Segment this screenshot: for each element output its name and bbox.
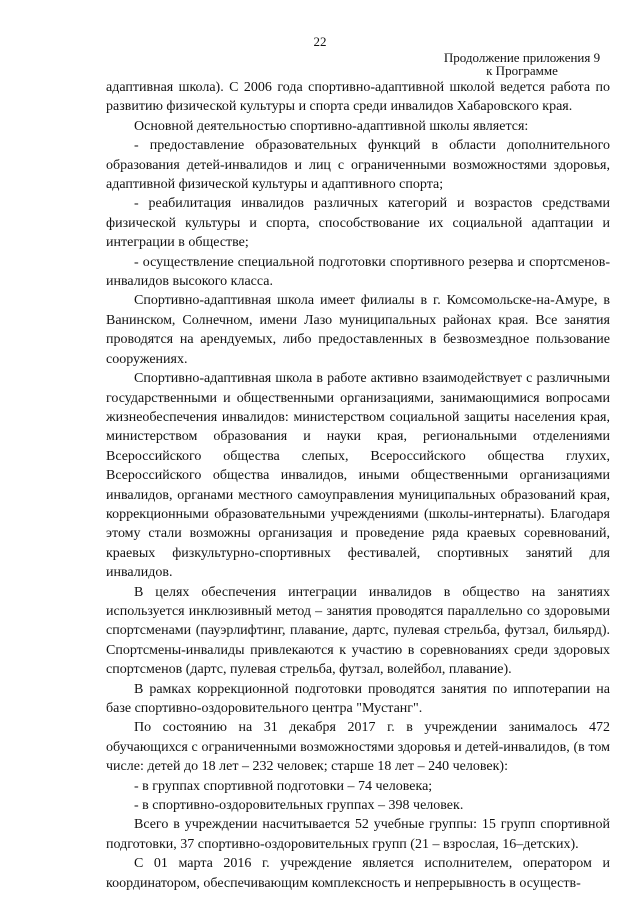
paragraph-inclusion: В целях обеспечения интеграции инвалидов в общество на занятиях используется инклюзивный метод – занятия проводятся параллельно со здоровыми спортсменами (пауэрлифтинг, плавание, дартс, пулевая стрельба, футзал, бильярд). Спортсмены-инвалиды привлекаются к участию в соревнованиях среди здоровых спортсменов (дартс, пулевая стрельба, футзал, волейбол, плавание). (106, 584, 610, 678)
appendix-note (437, 51, 607, 77)
paragraph-continuation: адаптивная школа). С 2006 года спортивно-адаптивной школой ведется работа по развитию физической культуры и спорта среди инвалидов Хабаровского края. (106, 80, 610, 115)
paragraph-groups: Всего в учреждении насчитывается 52 учебные группы: 15 групп спортивной подготовки, 37 спортивно-оздоровительных групп (21 – взрослая, 16–детских). (106, 817, 610, 852)
list-item: - предоставление образовательных функций в области дополнительного образования детей-инвалидов и лиц с ограниченными возможностями здоровья, адаптивной физической культуры и адаптивного спорта; (106, 138, 610, 193)
paragraph-branches: Спортивно-адаптивная школа имеет филиалы в г. Комсомольске-на-Амуре, в Ванинском, Солнечном, имени Лазо муниципальных районах края. Все занятия проводятся на арендуемых, либо предоставленных в безвозмездное пользование сооружениях. (106, 293, 610, 367)
appendix-note-line2: к Программе (486, 63, 558, 78)
paragraph-hippotherapy: В рамках коррекционной подготовки проводятся занятия по иппотерапии на базе спортивно-оздоровительного центра "Мустанг". (106, 681, 610, 716)
paragraph-enrollment: По состоянию на 31 декабря 2017 г. в учреждении занималось 472 обучающихся с ограниченными возможностями здоровья и детей-инвалидов, (в том числе: детей до 18 лет – 232 человек; старше 18 лет – 240 человек): (106, 720, 610, 775)
list-item: - в спортивно-оздоровительных группах – 398 человек. (134, 798, 464, 814)
list-item: - в группах спортивной подготовки – 74 человека; (134, 778, 433, 794)
list-item: - реабилитация инвалидов различных категорий и возрастов средствами физической культуры и спорта, способствование их социальной адаптации и интеграции в обществе; (106, 196, 610, 251)
body-text (106, 78, 610, 893)
paragraph-activities-intro: Основной деятельностью спортивно-адаптивной школы является: (134, 118, 529, 134)
list-item: - осуществление специальной подготовки спортивного резерва и спортсменов-инвалидов высокого класса. (106, 254, 610, 290)
appendix-note-line1: Продолжение приложения 9 (443, 50, 601, 65)
paragraph-cooperation: Спортивно-адаптивная школа в работе активно взаимодействует с различными государственными и общественными организациями, занимающимися вопросами жизнеобеспечения инвалидов: министерством социальной защиты населения края, министерством образования и науки края, региональными отделениями Всероссийского общества слепых, Всероссийского общества глухих, Всероссийского общества инвалидов, иными общественными организациями инвалидов, органами местного самоуправления муниципальных образований края, коррекционными образовательными учреждениями (школы-интернаты). Благодаря этому стали возможны организация и проведение ряда краевых соревнований, краевых физкультурно-спортивных фестивалей, спортивных занятий для инвалидов. (106, 371, 610, 581)
paragraph-operator: С 01 марта 2016 г. учреждение является исполнителем, оператором и координатором, обеспечивающим комплексность и непрерывность в осуществ- (106, 856, 610, 891)
page-number: 22 (313, 34, 327, 49)
